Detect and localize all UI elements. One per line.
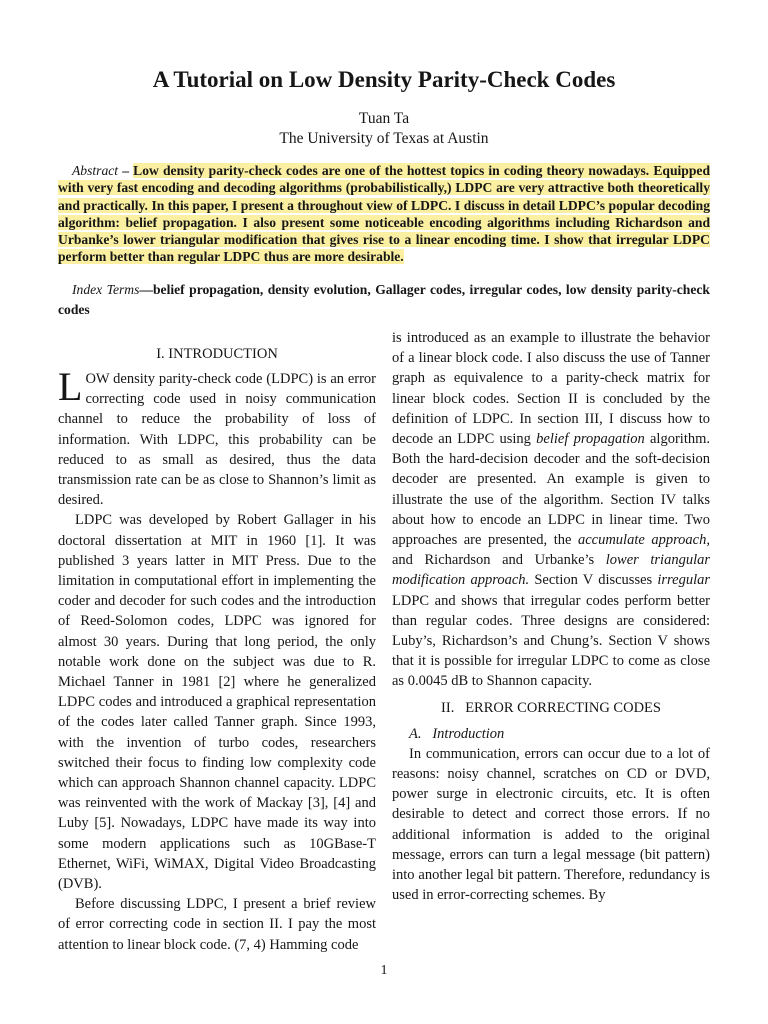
italic-term: accumulate approach, bbox=[577, 532, 710, 549]
section-heading-error-correcting-codes: II. ERROR CORRECTING CODES bbox=[441, 699, 661, 716]
author-affiliation: The University of Texas at Austin bbox=[279, 130, 489, 147]
text-run: and Richardson and Urbanke’s bbox=[392, 552, 606, 569]
paragraph: In communication, errors can occur due to a lot of reasons: noisy channel, scratches on CD or DVD, power surge in electronic circuits, etc. It is often desirable to detect and correct those errors. If no additional information is added to the original message, errors can turn a legal message (bit pattern) into another legal bit pattern. Therefore, redundancy is used in error-correcting schemes. By bbox=[392, 745, 710, 904]
index-terms bbox=[58, 280, 710, 319]
index-terms-dash: — bbox=[139, 282, 153, 297]
left-column bbox=[58, 344, 376, 955]
abstract-text: Low density parity-check codes are one of the hottest topics in coding theory nowadays. Equipped with very fast encoding and decoding algorithms (probabilistically,) LDPC are very attractive both theoretically and practically. In this paper, I present a throughout view of LDPC. I discuss in detail LDPC’s popular decoding algorithm: belief propagation. I also present some noticeable encoding algorithms including Richardson and Urbanke’s lower triangular modification that gives rise to a linear encoding time. I show that irregular LDPC perform better than regular LDPC thus are more desirable. bbox=[58, 163, 711, 265]
index-terms-text: belief propagation, density evolution, Gallager codes, irregular codes, low density parity-check codes bbox=[58, 282, 710, 317]
text-run: algorithm. Both the hard-decision decoder and the soft-decision decoder are presented. An example is given to illustrate the use of the algorithm. Section IV talks about how to encode an LDPC in linear time. Two approaches are presented, the bbox=[392, 431, 710, 549]
italic-term: belief propagation bbox=[536, 431, 645, 448]
text-run: Section V discusses bbox=[529, 572, 658, 589]
abstract-separator: – bbox=[118, 163, 134, 178]
author-name: Tuan Ta bbox=[358, 110, 410, 127]
index-terms-label: Index Terms bbox=[72, 282, 140, 297]
section-heading-introduction: I. INTRODUCTION bbox=[156, 346, 278, 362]
paragraph: Before discussing LDPC, I present a brief review of error correcting code in section II. I pay the most attention to linear block code. (7, 4) Hamming code bbox=[58, 896, 376, 953]
abstract-label: Abstract bbox=[72, 163, 119, 178]
subsection-heading-introduction: A. Introduction bbox=[409, 725, 505, 742]
page-number: 1 bbox=[380, 963, 388, 978]
italic-term: irregular bbox=[657, 572, 710, 589]
abstract bbox=[58, 162, 710, 266]
drop-cap: L bbox=[58, 364, 83, 409]
paragraph-text: OW density parity-check code (LDPC) is an error correcting code used in noisy communication channel to reduce the probability of loss of information. With LDPC, this probability can be reduced to as small as desired, thus the data transmission rate can be as close to Shannon’s limit as desired. bbox=[58, 371, 376, 509]
paper-title: A Tutorial on Low Density Parity-Check Codes bbox=[152, 67, 616, 92]
text-run: is introduced as an example to illustrate the behavior of a linear block code. I also discuss the use of Tanner graph as equivalence to a parity-check matrix for linear block codes. Section II is concluded by the definition of LDPC. In section III, I discuss how to decode an LDPC using bbox=[392, 330, 710, 448]
right-column bbox=[392, 328, 710, 905]
italic-term: lower triangular modification approach. bbox=[392, 552, 710, 589]
paragraph-continued bbox=[392, 328, 710, 692]
paragraph: LDPC was developed by Robert Gallager in his doctoral dissertation at MIT in 1960 [1]. It was published 3 years latter in MIT Press. Due to the limitation in computational effort in implementing the coder and decoder for such codes and the introduction of Reed-Solomon codes, LDPC was ignored for almost 30 years. During that long period, the only notable work done on the subject was due to R. Michael Tanner in 1981 [2] where he generalized LDPC codes and introduced a graphical representation of the codes later called Tanner graph. Since 1993, with the invention of turbo codes, researchers switched their focus to finding low complexity code which can approach Shannon channel capacity. LDPC was reinvented with the work of Mackay [3], [4] and Luby [5]. Nowadays, LDPC have made its way into some modern applications such as 10GBase-T Ethernet, WiFi, WiMAX, Digital Video Broadcasting (DVB). bbox=[58, 512, 376, 893]
text-run: LDPC and shows that irregular codes perform better than regular codes. Three designs are considered: Luby’s, Richardson’s and Chung’s. Section V shows that it is possible for irregular LDPC to come as close as 0.0045 dB to Shannon capacity. bbox=[392, 592, 710, 690]
paragraph bbox=[58, 364, 376, 510]
